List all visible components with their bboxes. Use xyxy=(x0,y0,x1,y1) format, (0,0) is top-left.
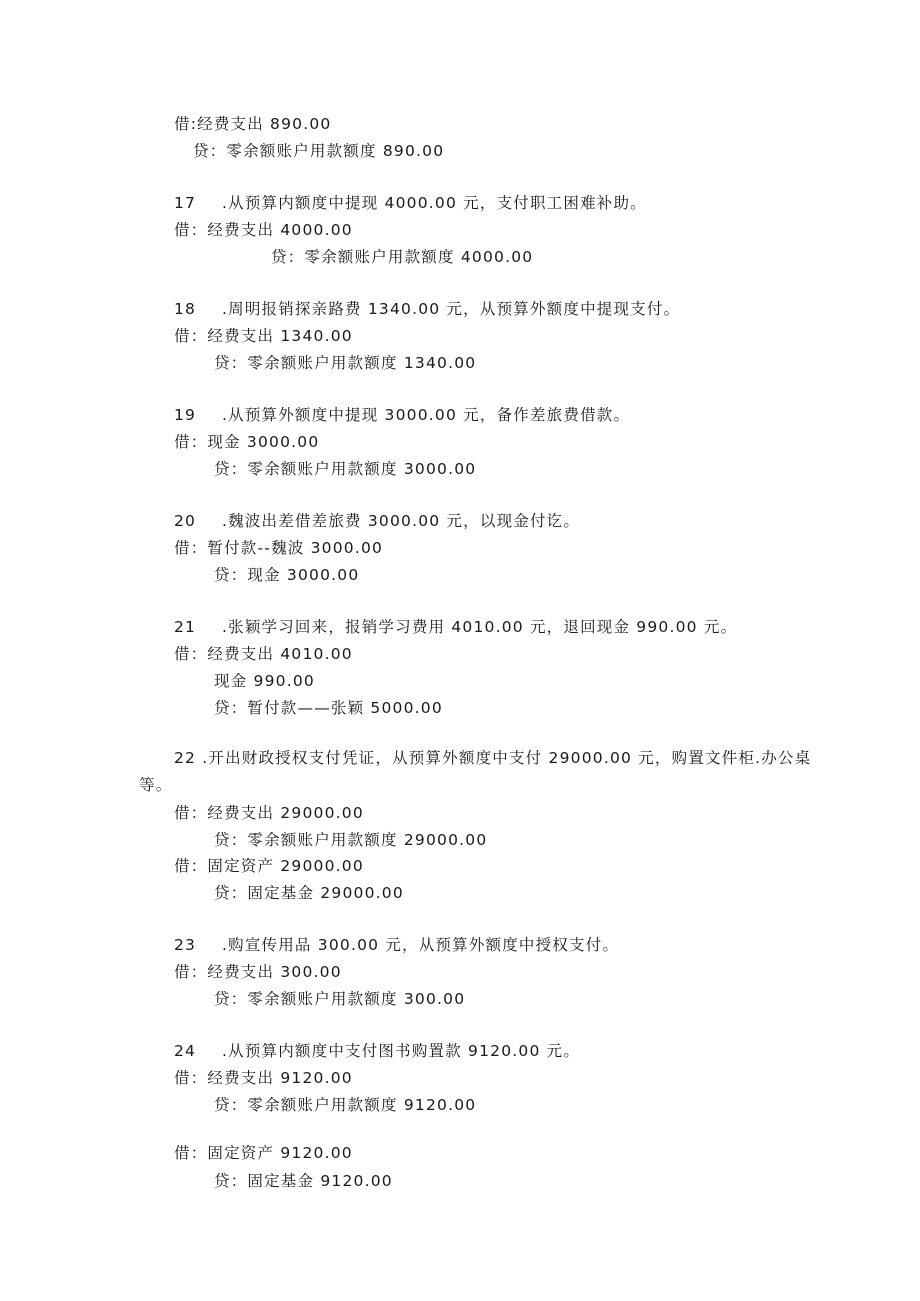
question-line xyxy=(174,405,630,425)
question-line: 22 .开出财政授权支付凭证，从预算外额度中支付 29000.00 元，购置文件柜.办公桌等。 xyxy=(139,749,812,794)
question-line xyxy=(174,511,580,531)
entry-line: 借：经费支出 300.00 xyxy=(174,963,342,981)
entry-line: 贷：零余额账户用款额度 9120.00 xyxy=(214,1096,477,1114)
entry-line: 贷：零余额账户用款额度 3000.00 xyxy=(214,460,477,478)
entry-line: 贷：零余额账户用款额度 4000.00 xyxy=(271,248,534,266)
entry-line: 贷：零余额账户用款额度 29000.00 xyxy=(214,831,488,849)
entry-line: 贷：零余额账户用款额度 890.00 xyxy=(193,142,445,160)
question-text: .张颖学习回来，报销学习费用 4010.00 元，退回现金 990.00 元。 xyxy=(222,618,738,636)
question-text: .从预算内额度中支付图书购置款 9120.00 元。 xyxy=(222,1042,581,1060)
entry-line: 借：固定资产 29000.00 xyxy=(174,857,364,875)
entry-line: 贷：固定基金 29000.00 xyxy=(214,884,404,902)
entry-line: 贷：零余额账户用款额度 300.00 xyxy=(214,990,466,1008)
entry-line: 借：经费支出 4010.00 xyxy=(174,645,353,663)
entry-line: 贷：固定基金 9120.00 xyxy=(214,1172,393,1190)
entry-line: 借：经费支出 4000.00 xyxy=(174,221,353,239)
question-text: .从预算外额度中提现 3000.00 元，备作差旅费借款。 xyxy=(222,406,631,424)
entry-line: 现金 990.00 xyxy=(214,672,315,690)
entry-line: 贷：零余额账户用款额度 1340.00 xyxy=(214,354,477,372)
question-number: 17 xyxy=(174,194,197,212)
question-line xyxy=(174,617,737,637)
entry-line: 借：现金 3000.00 xyxy=(174,433,320,451)
entry-line: 借：经费支出 29000.00 xyxy=(174,804,364,822)
question-number: 23 xyxy=(174,936,197,954)
entry-line: 贷：暂付款——张颖 5000.00 xyxy=(214,699,443,717)
question-text: .周明报销探亲路费 1340.00 元，从预算外额度中提现支付。 xyxy=(222,300,681,318)
question-number: 21 xyxy=(174,618,197,636)
question-text: .魏波出差借差旅费 3000.00 元，以现金付讫。 xyxy=(222,512,581,530)
entry-line: 贷：现金 3000.00 xyxy=(214,566,360,584)
entry-line: 借：固定资产 9120.00 xyxy=(174,1144,353,1162)
question-text: .购宣传用品 300.00 元，从预算外额度中授权支付。 xyxy=(222,936,620,954)
question-number: 20 xyxy=(174,512,197,530)
question-number: 19 xyxy=(174,406,197,424)
entry-line: 借：暂付款--魏波 3000.00 xyxy=(174,539,384,557)
question-number: 18 xyxy=(174,300,197,318)
question-line xyxy=(174,1041,580,1061)
entry-line: 借：经费支出 1340.00 xyxy=(174,327,353,345)
question-line xyxy=(174,935,619,955)
question-line xyxy=(174,299,680,319)
entry-line: 借:经费支出 890.00 xyxy=(174,115,332,133)
question-text: .从预算内额度中提现 4000.00 元，支付职工困难补助。 xyxy=(222,194,647,212)
entry-line: 借：经费支出 9120.00 xyxy=(174,1069,353,1087)
question-line xyxy=(174,193,647,213)
question-number: 24 xyxy=(174,1042,197,1060)
